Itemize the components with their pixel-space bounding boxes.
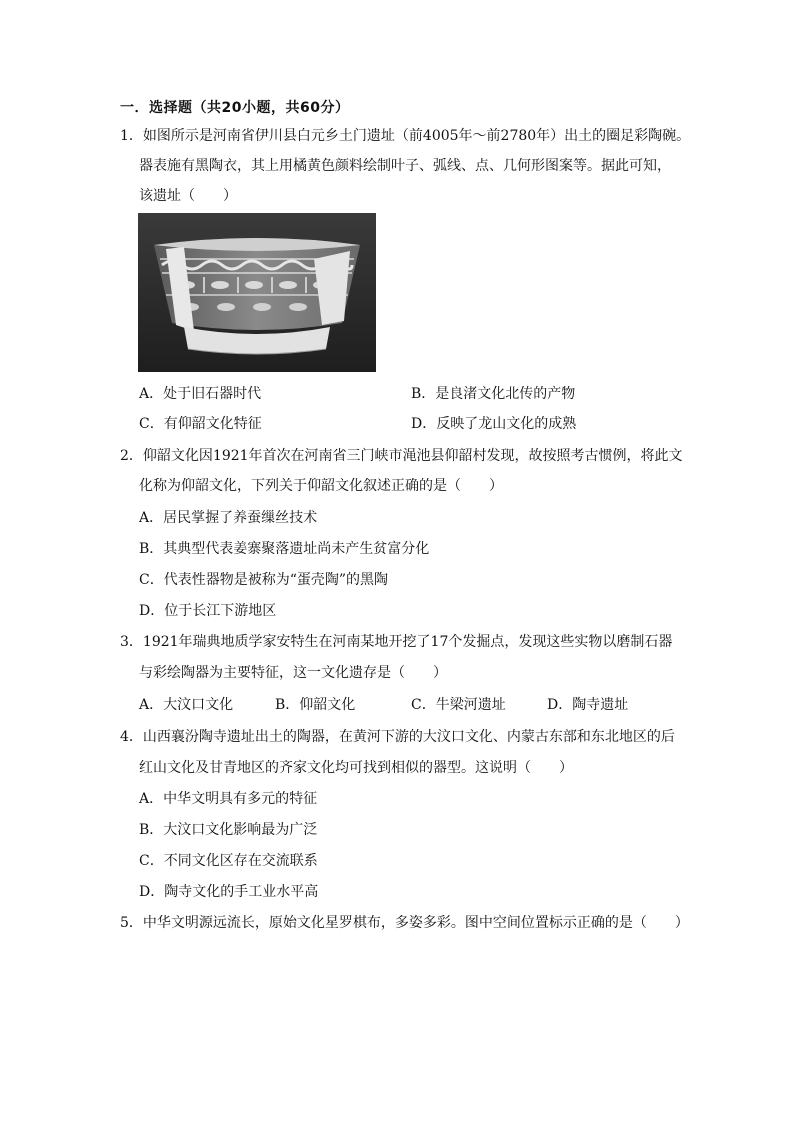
question-4-option-c[interactable]: C．不同文化区存在交流联系 [139, 853, 318, 869]
question-3-text-cont: 与彩绘陶器为主要特征，这一文化遗存是（ ） [139, 665, 447, 681]
question-1-text-cont: 器表施有黑陶衣，其上用橘黄色颜料绘制叶子、弧线、点、几何形图案等。据此可知， [139, 158, 671, 174]
question-1-text: 1．如图所示是河南省伊川县白元乡土门遗址（前4005年～前2780年）出土的圈足彩陶碗。 [120, 128, 691, 144]
question-2-text: 2．仰韶文化因1921年首次在河南省三门峡市渑池县仰韶村发现，故按照考古惯例，将此文 [120, 448, 683, 464]
question-3-option-b[interactable]: B．仰韶文化 [275, 697, 356, 713]
question-3-option-d[interactable]: D．陶寺遗址 [547, 697, 629, 713]
question-4-text-cont: 红山文化及甘青地区的齐家文化均可找到相似的器型。这说明（ ） [139, 760, 573, 776]
bowl-image [138, 213, 376, 372]
question-2-option-b[interactable]: B．其典型代表姜寨聚落遗址尚未产生贫富分化 [139, 541, 430, 557]
question-1-option-c[interactable]: C．有仰韶文化特征 [139, 416, 262, 432]
question-5-text: 5．中华文明源远流长，原始文化星罗棋布，多姿多彩。图中空间位置标示正确的是（ ） [120, 915, 689, 931]
section-title: 一．选择题（共20小题，共60分） [120, 100, 350, 116]
question-2-option-c[interactable]: C．代表性器物是被称为“蛋壳陶”的黑陶 [139, 572, 389, 588]
question-1-option-b[interactable]: B．是良渚文化北传的产物 [411, 386, 576, 402]
question-1-option-a[interactable]: A．处于旧石器时代 [139, 386, 262, 402]
question-3-text: 3．1921年瑞典地质学家安特生在河南某地开挖了17个发掘点，发现这些实物以磨制石器 [120, 634, 673, 650]
question-4-option-d[interactable]: D．陶寺文化的手工业水平高 [139, 884, 319, 900]
question-2-option-d[interactable]: D．位于长江下游地区 [139, 603, 277, 619]
question-4-text: 4．山西襄汾陶寺遗址出土的陶器，在黄河下游的大汶口文化、内蒙古东部和东北地区的后 [120, 729, 675, 745]
painted-pottery-bowl-photo [138, 213, 376, 372]
question-3-option-c[interactable]: C．牛梁河遗址 [411, 697, 506, 713]
question-3-option-a[interactable]: A．大汶口文化 [139, 697, 234, 713]
question-4-option-b[interactable]: B．大汶口文化影响最为广泛 [139, 822, 318, 838]
question-2-option-a[interactable]: A．居民掌握了养蚕缫丝技术 [139, 510, 318, 526]
question-1-text-end: 该遗址（ ） [139, 188, 237, 204]
question-1-option-d[interactable]: D．反映了龙山文化的成熟 [411, 416, 577, 432]
question-2-text-cont: 化称为仰韶文化，下列关于仰韶文化叙述正确的是（ ） [139, 478, 503, 494]
question-4-option-a[interactable]: A．中华文明具有多元的特征 [139, 791, 318, 807]
